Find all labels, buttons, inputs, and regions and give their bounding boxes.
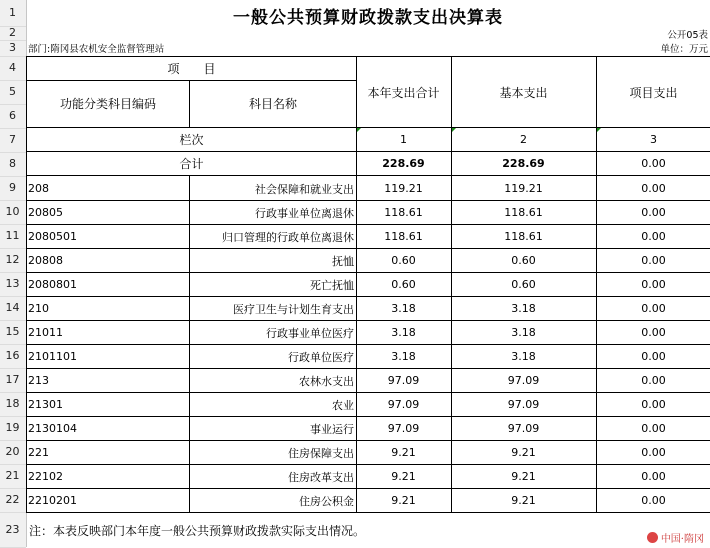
total-project: 0.00 [641,157,666,170]
cell-subject-name: 农业 [332,398,354,412]
cell-total: 9.21 [391,494,416,507]
watermark-text: 中国·隋冈 [660,534,704,545]
row-number[interactable]: 20 [5,445,20,458]
row-number[interactable]: 10 [5,205,20,218]
row-number[interactable]: 21 [5,469,20,482]
cell-project: 0.00 [641,182,666,195]
cell-total: 3.18 [391,302,416,315]
cell-project: 0.00 [641,350,666,363]
row-number[interactable]: 17 [5,373,20,386]
cell-project: 0.00 [641,230,666,243]
cell-subject-name: 死亡抚恤 [310,278,354,292]
cell-total: 97.09 [387,374,420,387]
cell-subject-name: 社会保障和就业支出 [255,182,354,196]
cell-basic: 9.21 [511,446,536,459]
row-number[interactable]: 18 [5,397,20,410]
cell-basic: 0.60 [511,278,536,291]
cell-basic: 3.18 [511,326,536,339]
cell-basic: 118.61 [504,206,543,219]
cell-code: 20808 [28,254,63,267]
header-subject-name: 科目名称 [248,97,297,111]
row-number[interactable]: 13 [5,277,20,290]
form-code: 公开05表 [667,30,708,41]
row-number[interactable]: 23 [5,523,20,536]
header-project: 项目支出 [629,85,678,100]
column-index-1: 1 [400,133,407,146]
row-number[interactable]: 19 [5,421,20,434]
cell-code: 210 [28,302,49,315]
row-number[interactable]: 14 [5,301,20,314]
cell-basic: 97.09 [507,398,540,411]
cell-basic: 9.21 [511,494,536,507]
cell-code: 2080501 [28,230,77,243]
cell-basic: 97.09 [507,422,540,435]
row-number[interactable]: 16 [5,349,20,362]
row-number[interactable]: 3 [9,41,16,54]
cell-total: 97.09 [387,422,420,435]
cell-code: 21301 [28,398,63,411]
cell-subject-name: 农林水支出 [299,374,354,388]
table-row-line [26,175,710,176]
row-number[interactable]: 1 [9,6,16,19]
cell-code: 2210201 [28,494,77,507]
header-total: 本年支出合计 [367,85,440,100]
cell-project: 0.00 [641,326,666,339]
cell-total: 0.60 [391,278,416,291]
row-number[interactable]: 4 [9,61,16,74]
cell-subject-name: 医疗卫生与计划生育支出 [233,302,354,316]
row-number[interactable]: 6 [9,109,16,122]
cell-subject-name: 行政事业单位离退休 [255,206,354,220]
cell-code: 2101101 [28,350,77,363]
cell-code: 2130104 [28,422,77,435]
cell-total: 3.18 [391,326,416,339]
row-number[interactable]: 22 [5,493,20,506]
table-border-bottom [26,512,710,513]
row-number[interactable]: 5 [9,85,16,98]
cell-project: 0.00 [641,206,666,219]
row-number[interactable]: 12 [5,253,20,266]
row-number[interactable]: 8 [9,157,16,170]
cell-basic: 0.60 [511,254,536,267]
cell-code: 20805 [28,206,63,219]
cell-subject-name: 行政事业单位医疗 [266,326,354,340]
cell-code: 22102 [28,470,63,483]
cell-code: 21011 [28,326,63,339]
cell-code: 221 [28,446,49,459]
cell-basic: 97.09 [507,374,540,387]
row-number[interactable]: 9 [9,181,16,194]
column-index-label: 栏次 [179,133,204,147]
header-func-code: 功能分类科目编码 [59,97,156,111]
cell-subject-name: 归口管理的行政单位离退休 [222,230,354,244]
cell-subject-name: 住房保障支出 [288,446,354,460]
total-amount: 228.69 [382,157,425,170]
unit-label: 单位：万元 [660,43,708,55]
cell-project: 0.00 [641,494,666,507]
cell-project: 0.00 [641,398,666,411]
cell-total: 3.18 [391,350,416,363]
cell-code: 2080801 [28,278,77,291]
header-item: 项 目 [167,61,216,76]
row-number[interactable]: 7 [9,133,16,146]
department-label: 部门:隋冈县农机安全监督管理站 [28,43,165,55]
cell-project: 0.00 [641,302,666,315]
cell-project: 0.00 [641,422,666,435]
cell-total: 119.21 [384,182,423,195]
cell-project: 0.00 [641,254,666,267]
cell-subject-name: 抚恤 [332,254,354,268]
cell-subject-name: 行政单位医疗 [288,350,354,364]
column-index-3: 3 [650,133,657,146]
cell-subject-name: 事业运行 [310,422,354,436]
header-basic: 基本支出 [499,85,548,100]
cell-project: 0.00 [641,446,666,459]
cell-total: 118.61 [384,230,423,243]
total-label: 合计 [179,157,204,171]
cell-basic: 9.21 [511,470,536,483]
cell-code: 208 [28,182,49,195]
cell-project: 0.00 [641,278,666,291]
footnote: 注：本表反映部门本年度一般公共预算财政拨款实际支出情况。 [29,523,366,538]
cell-project: 0.00 [641,374,666,387]
cell-basic: 118.61 [504,230,543,243]
page-title: 一般公共预算财政拨款支出决算表 [233,7,503,28]
cell-code: 213 [28,374,49,387]
cell-subject-name: 住房改革支出 [288,470,354,484]
row-number[interactable]: 2 [9,26,16,39]
cell-total: 0.60 [391,254,416,267]
cell-basic: 3.18 [511,350,536,363]
cell-total: 118.61 [384,206,423,219]
cell-project: 0.00 [641,470,666,483]
cell-basic: 119.21 [504,182,543,195]
watermark [647,530,704,545]
cell-subject-name: 住房公积金 [299,494,354,508]
watermark-logo-icon [647,532,658,543]
row-number[interactable]: 15 [5,325,20,338]
cell-total: 9.21 [391,470,416,483]
cell-basic: 3.18 [511,302,536,315]
cell-total: 97.09 [387,398,420,411]
row-number[interactable]: 11 [5,229,20,242]
cell-total: 9.21 [391,446,416,459]
total-basic: 228.69 [502,157,545,170]
column-index-2: 2 [520,133,527,146]
